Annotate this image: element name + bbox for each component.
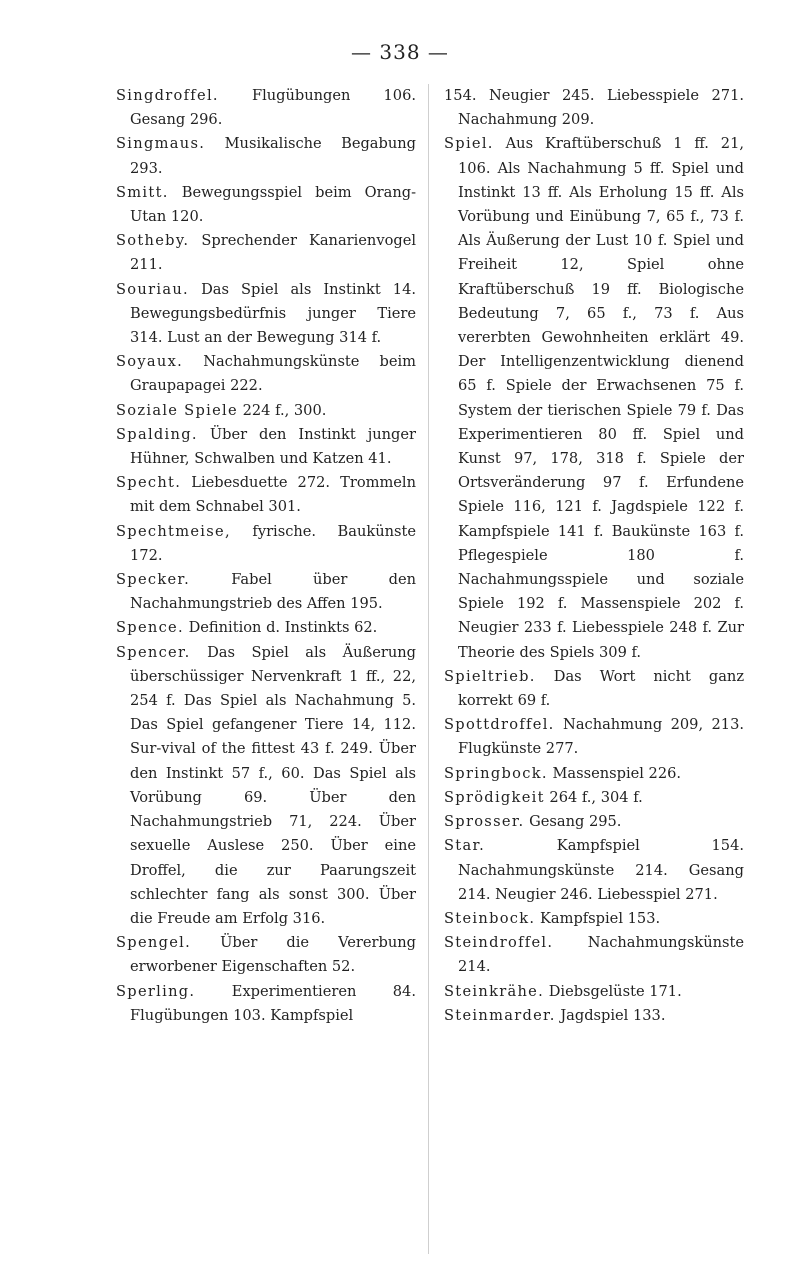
index-entry (444, 665, 744, 713)
index-entry (444, 762, 744, 786)
index-entry (444, 810, 744, 834)
entry-headword: Steinbock. (444, 909, 536, 927)
entry-text: 224 f., 300. (242, 401, 327, 419)
index-entry (444, 931, 744, 979)
entry-text: Liebesduette 272. Trommeln mit dem Schnabel 301. (130, 474, 416, 516)
index-entry (116, 471, 416, 519)
entry-headword: Spencer. (116, 643, 191, 661)
entry-text: 264 f., 304 f. (549, 788, 643, 806)
entry-headword: Sperling. (116, 982, 196, 1000)
entry-headword: Singdroffel. (116, 87, 219, 104)
entry-headword: Sotheby. (116, 232, 190, 250)
entry-text: Nachahmung 209, 213. Flugkünste 277. (458, 716, 745, 758)
index-entry (116, 229, 416, 277)
entry-text: Das Spiel als Instinkt 14. Bewegungsbedürfnis junger Tiere 314. Lust an der Bewegung 314 f. (130, 280, 416, 347)
index-entry (116, 399, 416, 423)
entry-headword: Star. (444, 837, 486, 855)
index-entry (116, 520, 416, 568)
entry-headword: Springbock. (444, 764, 548, 782)
entry-headword: Smitt. (116, 183, 169, 201)
index-entry-continuation (444, 84, 744, 132)
entry-headword: Soziale Spiele (116, 401, 238, 419)
index-entry (116, 181, 416, 229)
entry-text: Definition d. Instinkts 62. (188, 619, 378, 637)
page-number: — 338 — (351, 40, 449, 64)
entry-headword: Spiel. (444, 135, 494, 153)
right-column (444, 84, 744, 1028)
entry-text: Über den Instinkt junger Hühner, Schwalben und Katzen 41. (130, 425, 416, 468)
entry-text: Das Spiel als Äußerung überschüssiger Nervenkraft 1 ff., 22, 254 f. Das Spiel als Nachahmung 5. Das Spiel gefangener Tiere 14, 112. Sur-vival of the fittest 43 f. 249. Über den Instinkt 57 f., 60. Das Spiel als Vorübung 69. Über den Nachahmungstrieb 71, 224. Über sexuelle Auslese 250. Über eine Droffel, die zur Paarungszeit schlechter fang als sonst 300. Über die Freude am Erfolg 316. (130, 643, 417, 927)
entry-text: Nachahmungskünste beim Graupapagei 222. (130, 353, 416, 395)
entry-headword: Steindroffel. (444, 934, 554, 952)
entry-text: fyrische. Baukünste 172. (130, 522, 416, 564)
index-entry (444, 786, 744, 810)
entry-text: Fabel über den Nachahmungstrieb des Affen 195. (130, 571, 416, 613)
entry-headword: Singmaus. (116, 135, 206, 153)
index-entry (444, 132, 744, 664)
entry-text: Experimentieren 84. Flugübungen 103. Kampfspiel (130, 982, 416, 1024)
entry-text: Diebsgelüste 171. (548, 982, 682, 1000)
entry-headword: Sprödigkeit (444, 788, 545, 806)
entry-text: Aus Kraftüberschuß 1 ff. 21, 106. Als Nachahmung 5 ff. Spiel und Instinkt 13 ff. Als Erholung 15 ff. Als Vorübung und Einübung 7, 65 f., 73 f. Als Äußerung der Lust 10 f. Spiel und Freiheit 12, Spiel ohne Kraftüberschuß 19 ff. Biologische Bedeutung 7, 65 f., 73 f. Aus vererbten Gewohnheiten erklärt 49. Der Intelligenzentwicklung dienend 65 f. Spiele der Erwachsenen 75 f. System der tierischen Spiele 79 f. Das Experimentieren 80 ff. Spiel und Kunst 97, 178, 318 f. Spiele der Ortsveränderung 97 f. Erfundene Spiele 116, 121 f. Jagdspiele 122 f. Kampfspiele 141 f. Baukünste 163 f. Pflegespiele 180 f. Nachahmungsspiele und soziale Spiele 192 f. Massenspiele 202 f. Neugier 233 f. Liebesspiele 248 f. Zur Theorie des Spiels 309 f. (458, 135, 744, 661)
index-entry (116, 350, 416, 398)
entry-headword: Specker. (116, 571, 191, 589)
entry-text: Nachahmungskünste 214. (458, 934, 744, 976)
index-entry (116, 568, 416, 616)
index-entry (116, 278, 416, 351)
index-entry (116, 84, 416, 132)
column-divider (428, 84, 429, 1254)
index-entry (116, 616, 416, 640)
entry-headword: Sprosser. (444, 813, 525, 831)
entry-headword: Spechtmeise, (116, 522, 231, 540)
entry-text: Bewegungsspiel beim Orang-Utan 120. (130, 183, 417, 226)
left-column (116, 84, 416, 1028)
entry-headword: Soyaux. (116, 353, 184, 371)
entry-headword: Steinkrähe. (444, 982, 545, 1000)
entry-headword: Specht. (116, 474, 182, 492)
index-entry (116, 980, 416, 1028)
entry-headword: Spence. (116, 619, 184, 637)
index-entry (444, 713, 744, 761)
entry-headword: Souriau. (116, 280, 189, 298)
index-entry (116, 423, 416, 471)
entry-text: 154. Neugier 245. Liebesspiele 271. Nachahmung 209. (444, 87, 744, 129)
entry-headword: Spalding. (116, 425, 198, 443)
entry-headword: Spottdroffel. (444, 716, 555, 734)
entry-headword: Spengel. (116, 934, 192, 952)
index-entry (444, 834, 744, 907)
entry-headword: Spieltrieb. (444, 667, 536, 685)
entry-text: Jagdspiel 133. (560, 1006, 666, 1024)
index-entry (444, 907, 744, 931)
entry-headword: Steinmarder. (444, 1006, 556, 1024)
index-entry (116, 641, 416, 931)
entry-text: Kampfspiel 153. (540, 909, 661, 927)
index-entry (444, 980, 744, 1004)
entry-text: Musikalische Begabung 293. (130, 135, 416, 177)
entry-text: Das Wort nicht ganz korrekt 69 f. (458, 667, 745, 710)
entry-text: Kampfspiel 154. Nachahmungskünste 214. Gesang 214. Neugier 246. Liebesspiel 271. (458, 837, 744, 903)
entry-text: Über die Vererbung erworbener Eigenschaften 52. (130, 934, 416, 976)
entry-text: Flugübungen 106. Gesang 296. (130, 87, 416, 129)
entry-text: Gesang 295. (529, 813, 622, 831)
entry-text: Sprechender Kanarienvogel 211. (130, 232, 417, 274)
index-entry (116, 931, 416, 979)
index-entry (116, 132, 416, 180)
index-entry (444, 1004, 744, 1028)
entry-text: Massenspiel 226. (552, 764, 682, 782)
